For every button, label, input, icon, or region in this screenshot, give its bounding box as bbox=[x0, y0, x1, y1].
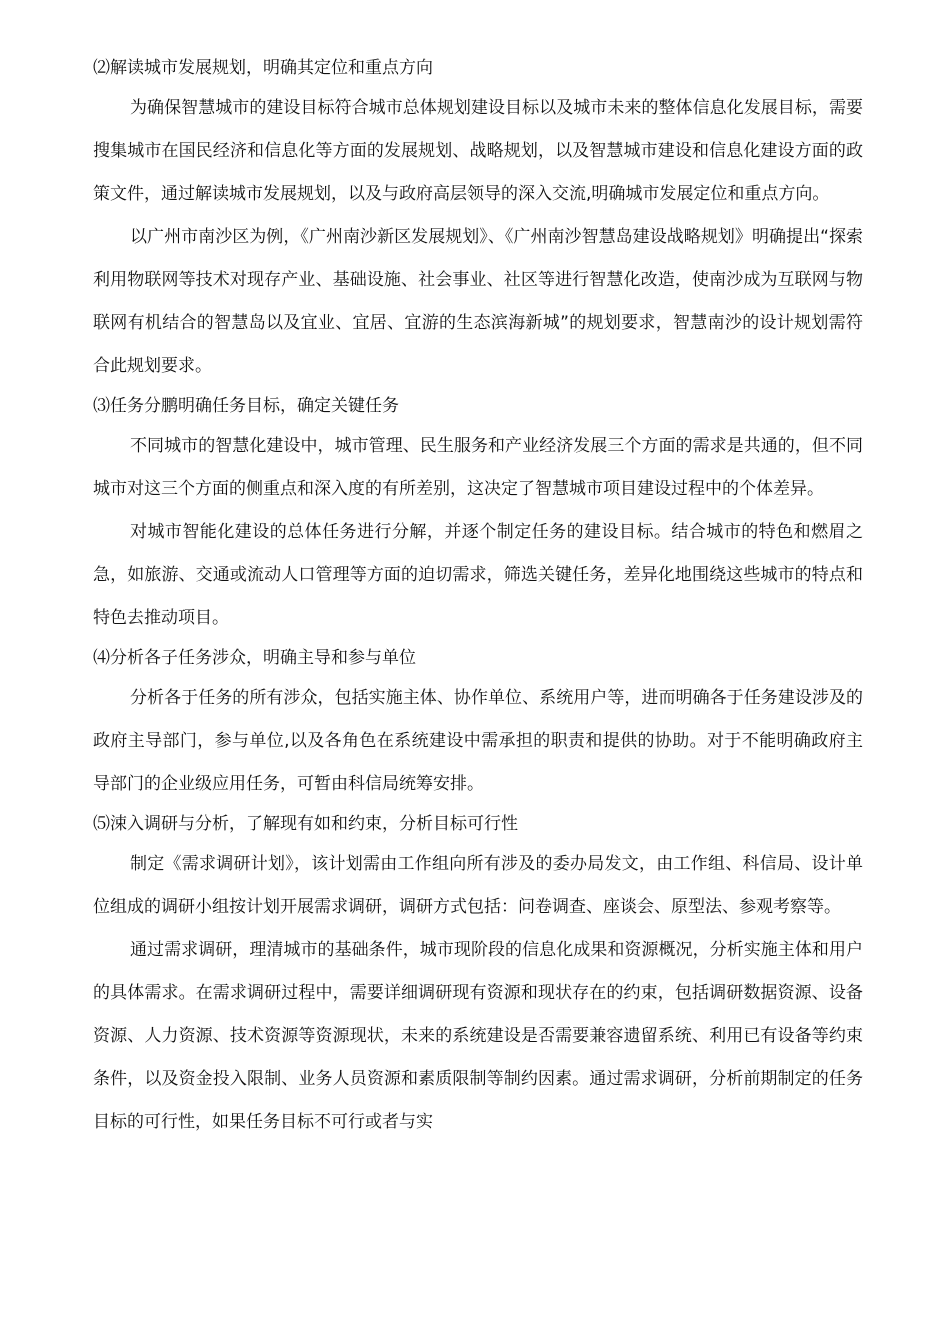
paragraph: 对城市智能化建设的总体任务进行分解，并逐个制定任务的建设目标。结合城市的特色和燃眉之急，如旅游、交通或流动人口管理等方面的迫切需求，筛选关键任务，差异化地围绕这些城市的特点和特色去推动项目。 bbox=[93, 522, 863, 628]
paragraph: 为确保智慧城市的建设目标符合城市总体规划建设目标以及城市未来的整体信息化发展目标，需要搜集城市在国民经济和信息化等方面的发展规划、战略规划，以及智慧城市建设和信息化建设方面的政策文件，通过解读城市发展规划，以及与政府高层领导的深入交流,明确城市发展定位和重点方向。 bbox=[93, 98, 863, 204]
section-heading-3: ⑶任务分鹏明确任务目标，确定关键任务 bbox=[93, 396, 399, 416]
paragraph: 制定《需求调研计划》，该计划需由工作组向所有涉及的委办局发文，由工作组、科信局、设计单位组成的调研小组按计划开展需求调研，调研方式包括：问卷调查、座谈会、原型法、参观考察等。 bbox=[93, 854, 863, 917]
section-heading-2: ⑵解读城市发展规划，明确其定位和重点方向 bbox=[93, 58, 433, 78]
document-page bbox=[93, 50, 863, 1144]
section-heading-4: ⑷分析各子任务涉众，明确主导和参与单位 bbox=[93, 648, 416, 668]
paragraph: 分析各于任务的所有涉众，包括实施主体、协作单位、系统用户等，进而明确各于任务建设涉及的政府主导部门，参与单位,以及各角色在系统建设中需承担的职责和提供的协助。对于不能明确政府主导部门的企业级应用任务，可暂由科信局统筹安排。 bbox=[93, 688, 863, 794]
section-heading-5: ⑸涑入调研与分析，了解现有如和约束，分析目标可行性 bbox=[93, 814, 518, 834]
paragraph: 通过需求调研，理清城市的基础条件，城市现阶段的信息化成果和资源概况，分析实施主体和用户的具体需求。在需求调研过程中，需要详细调研现有资源和现状存在的约束，包括调研数据资源、设备资源、人力资源、技术资源等资源现状，未来的系统建设是否需要兼容遗留系统、利用已有设备等约束条件，以及资金投入限制、业务人员资源和素质限制等制约因素。通过需求调研，分析前期制定的任务目标的可行性，如果任务目标不可行或者与实 bbox=[93, 940, 863, 1132]
paragraph: 不同城市的智慧化建设中，城市管理、民生服务和产业经济发展三个方面的需求是共通的，但不同城市对这三个方面的侧重点和深入度的有所差别，这决定了智慧城市项目建设过程中的个体差异。 bbox=[93, 436, 863, 499]
paragraph: 以广州市南沙区为例，《广州南沙新区发展规划》、《广州南沙智慧岛建设战略规划》明确提出“探索利用物联网等技术对现存产业、基础设施、社会事业、社区等进行智慧化改造，使南沙成为互联网与物联网有机结合的智慧岛以及宜业、宜居、宜游的生态滨海新城”的规划要求，智慧南沙的设计规划需符合此规划要求。 bbox=[93, 227, 863, 376]
